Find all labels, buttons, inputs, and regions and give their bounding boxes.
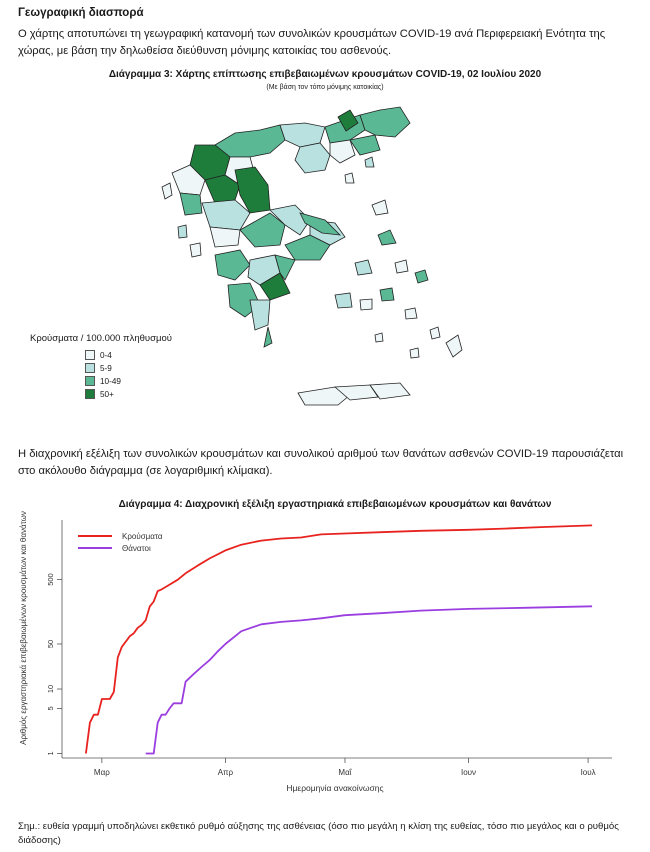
map-intro-paragraph: Ο χάρτης αποτυπώνει τη γεωγραφική κατανομή των συνολικών κρουσμάτων COVID-19 ανά Περιφερειακή Ενότητα της χώρας, με βάση την δηλωθείσα διεύθυνση μόνιμης κατοικίας του ασθενούς. bbox=[18, 28, 606, 57]
y-tick-label: 5 bbox=[46, 706, 55, 711]
map-region bbox=[215, 250, 250, 280]
x-tick-label: Ιουλ bbox=[580, 768, 596, 777]
map-region bbox=[178, 225, 187, 238]
legend-label: Κρούσματα bbox=[122, 532, 163, 541]
map-region bbox=[215, 125, 285, 157]
map-region bbox=[378, 230, 396, 245]
cases-deaths-chart bbox=[0, 490, 650, 800]
legend-label: 10-49 bbox=[100, 376, 121, 386]
map-region bbox=[405, 308, 417, 319]
legend-label: 50+ bbox=[100, 389, 114, 399]
map-region bbox=[360, 107, 410, 137]
chart-note: Σημ.: ευθεία γραμμή υποδηλώνει εκθετικό ρυθμό αύξησης της ασθένειας (όσο πιο μεγάλη η κλίση της ευθείας, τόσο πιο μεγάλος και ο ρυθμός διάδοσης) bbox=[18, 821, 619, 846]
series-line-cases bbox=[86, 525, 592, 753]
map-region bbox=[360, 299, 372, 310]
map-region bbox=[295, 143, 330, 173]
x-tick-label: Ιουν bbox=[460, 768, 477, 777]
y-tick-label: 1 bbox=[46, 751, 55, 756]
map-region bbox=[415, 270, 428, 283]
chart-title: Διάγραμμα 4: Διαχρονική εξέλιξη εργαστηριακά επιβεβαιωμένων κρουσμάτων και θανάτων bbox=[118, 499, 552, 510]
map-region bbox=[410, 348, 419, 358]
x-tick-label: Μαρ bbox=[93, 768, 110, 777]
map-region bbox=[375, 333, 383, 342]
legend-swatch bbox=[85, 389, 95, 399]
y-tick-label: 50 bbox=[46, 639, 55, 649]
x-tick-label: Απρ bbox=[217, 768, 234, 777]
map-region bbox=[372, 200, 388, 215]
greece-choropleth-map bbox=[110, 95, 530, 425]
map-region bbox=[380, 288, 394, 301]
legend-swatch bbox=[85, 376, 95, 386]
map-region bbox=[335, 293, 352, 308]
map-region bbox=[345, 173, 354, 183]
chart-intro-paragraph: Η διαχρονική εξέλιξη των συνολικών κρουσμάτων και συνολικού αριθμού των θανάτων ασθενών COVID-19 παρουσιάζεται στο ακόλουθο διάγραμμα (σε λογαριθμική κλίμακα). bbox=[18, 448, 624, 477]
x-axis-label: Ημερομηνία ανακοίνωσης bbox=[286, 783, 384, 793]
legend-label: 0-4 bbox=[100, 350, 112, 360]
map-region bbox=[190, 243, 201, 257]
legend-label: 5-9 bbox=[100, 363, 112, 373]
map-region bbox=[446, 335, 462, 357]
map-legend-title: Κρούσματα / 100.000 πληθυσμού bbox=[30, 333, 172, 344]
map-legend-item bbox=[85, 389, 114, 399]
map-region bbox=[350, 135, 380, 155]
y-tick-label: 10 bbox=[46, 684, 55, 694]
legend-swatch bbox=[85, 350, 95, 360]
map-region bbox=[250, 300, 270, 330]
map-region bbox=[202, 200, 250, 230]
map-legend-item bbox=[85, 350, 112, 360]
legend-swatch bbox=[85, 363, 95, 373]
map-region bbox=[162, 183, 172, 199]
legend-label: Θάνατοι bbox=[122, 544, 151, 553]
map-region bbox=[365, 157, 374, 167]
section-title: Γεωγραφική διασπορά bbox=[18, 7, 144, 19]
map-region bbox=[330, 140, 355, 163]
map-title: Διάγραμμα 3: Χάρτης επίπτωσης επιβεβαιωμένων κρουσμάτων COVID-19, 02 Ιουλίου 2020 bbox=[108, 69, 542, 80]
map-legend-item bbox=[85, 376, 121, 386]
map-region bbox=[430, 327, 440, 339]
map-region bbox=[264, 327, 272, 347]
x-tick-label: Μαΐ bbox=[338, 768, 352, 777]
map-legend-item bbox=[85, 363, 112, 373]
map-region bbox=[180, 193, 202, 215]
map-region bbox=[395, 260, 408, 273]
map-subtitle: (Με βάση τον τόπο μόνιμης κατοικίας) bbox=[266, 84, 384, 91]
map-region bbox=[355, 260, 372, 275]
series-line-deaths bbox=[146, 606, 592, 753]
map-region bbox=[210, 227, 240, 247]
y-tick-label: 500 bbox=[46, 573, 55, 586]
y-axis-label: Αριθμός εργαστηριακά επιβεβαιωμένων κρουσμάτων και θανάτων bbox=[19, 511, 28, 745]
